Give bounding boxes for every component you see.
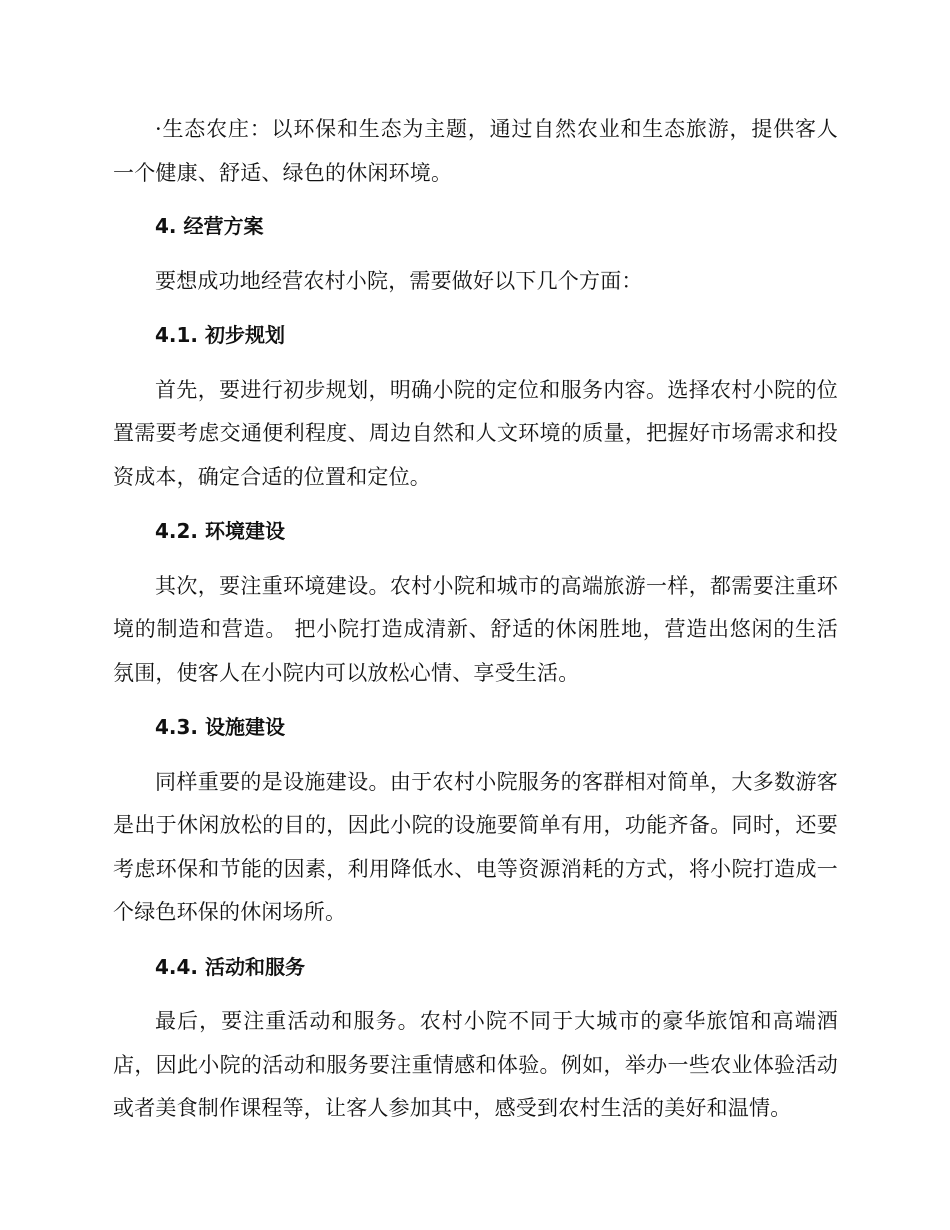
subsection-heading-activities: 4.4. 活动和服务 (155, 954, 305, 979)
bullet-paragraph: ·生态农庄：以环保和生态为主题，通过自然农业和生态旅游，提供客人一个健康、舒适、绿色的休闲环境。 (113, 117, 838, 185)
subsection-body-environment: 其次，要注重环境建设。农村小院和城市的高端旅游一样，都需要注重环境的制造和营造。 把小院打造成清新、舒适的休闲胜地，营造出悠闲的生活氛围，使客人在小院内可以放松心情、享受生活。 (113, 573, 838, 685)
subsection-body-planning: 首先，要进行初步规划，明确小院的定位和服务内容。选择农村小院的位置需要考虑交通便利程度、周边自然和人文环境的质量，把握好市场需求和投资成本，确定合适的位置和定位。 (113, 377, 838, 489)
section-heading: 4. 经营方案 (155, 214, 264, 238)
section-intro: 要想成功地经营农村小院，需要做好以下几个方面： (155, 268, 643, 293)
subsection-heading-planning: 4.1. 初步规划 (155, 323, 285, 347)
subsection-heading-environment: 4.2. 环境建设 (155, 519, 285, 543)
document-body (113, 108, 838, 1142)
subsection-body-activities: 最后，要注重活动和服务。农村小院不同于大城市的豪华旅馆和高端酒店，因此小院的活动和服务要注重情感和体验。例如，举办一些农业体验活动或者美食制作课程等，让客人参加其中，感受到农村生活的美好和温情。 (113, 1009, 838, 1120)
subsection-body-facilities: 同样重要的是设施建设。由于农村小院服务的客群相对简单，大多数游客是出于休闲放松的目的，因此小院的设施要简单有用，功能齐备。同时，还要考虑环保和节能的因素，利用降低水、电等资源消耗的方式，将小院打造成一个绿色环保的休闲场所。 (113, 769, 838, 924)
subsection-heading-facilities: 4.3. 设施建设 (155, 715, 285, 739)
